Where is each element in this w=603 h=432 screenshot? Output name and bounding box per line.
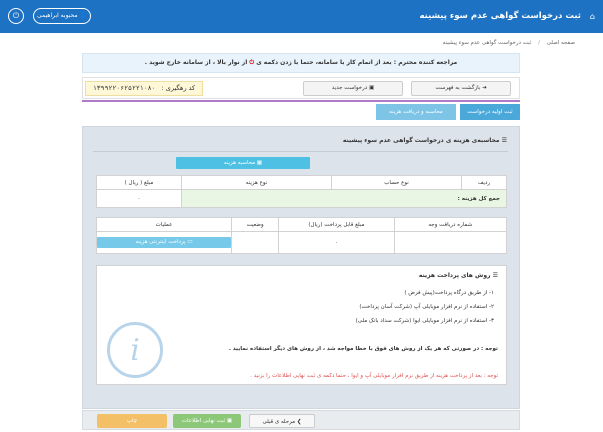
- amount-value: ۰: [279, 232, 394, 254]
- tracking-value: ۱۳۹۹۲۲۰۶۲۵۲۲۱۰۸۰: [92, 84, 156, 92]
- home-icon[interactable]: ⌂: [589, 12, 595, 21]
- final-submit-button[interactable]: [173, 414, 241, 428]
- power-icon: ⏻: [12, 11, 20, 20]
- chevron-right-icon: ❯: [296, 419, 302, 425]
- tab-fee-calculation[interactable]: محاسبه و دریافت هزینه: [376, 104, 456, 120]
- column-header: مبلغ ( ریال ): [97, 176, 182, 190]
- online-payment-button[interactable]: [97, 237, 231, 248]
- table-row: [97, 232, 507, 254]
- calculator-icon: ▦: [256, 160, 263, 166]
- list-item: ۲- استفاده از نرم افزار موبایلی آپ (شرکت آسان پرداخت): [359, 304, 494, 310]
- total-value: ۰: [97, 190, 182, 208]
- column-header: شماره دریافت وجه: [394, 218, 506, 232]
- power-icon: ⏻: [249, 59, 255, 66]
- list-item: ۳- استفاده از نرم افزار موبایلی ایوا (شرکت سداد بانک ملی): [355, 318, 494, 324]
- logout-button[interactable]: [8, 8, 24, 24]
- column-header: وضعیت: [232, 218, 279, 232]
- column-header: مبلغ قابل پرداخت (ریال): [279, 218, 394, 232]
- fee-panel: [82, 126, 520, 409]
- table-row: [97, 190, 507, 208]
- payment-table: [96, 217, 507, 254]
- user-button[interactable]: [33, 8, 91, 24]
- panel-title-text: محاسبه‌ی هزینه ی درخواست گواهی عدم سوء پیشینه: [342, 137, 500, 144]
- methods-title-text: روش های پرداخت هزینه: [418, 272, 491, 279]
- previous-step-button[interactable]: [249, 414, 315, 428]
- fee-table: [96, 175, 507, 208]
- logout-warning: [82, 53, 520, 73]
- user-icon: 👤: [79, 12, 87, 19]
- calc-label: محاسبه هزینه: [223, 160, 256, 166]
- column-header: نوع حساب: [332, 176, 462, 190]
- operations-cell: [97, 232, 232, 254]
- bottom-actions: [82, 410, 520, 430]
- calculate-fee-button[interactable]: [176, 157, 310, 169]
- new-label: درخواست جدید: [331, 85, 368, 91]
- breadcrumb: [443, 40, 575, 46]
- breadcrumb-separator: /: [538, 40, 540, 46]
- top-bar: [0, 0, 603, 33]
- pay-label: پرداخت اینترنتی هزینه: [135, 239, 186, 245]
- payment-methods: [96, 265, 507, 385]
- methods-note: توجه : در صورتی که هر یک از روش های فوق با خطا مواجه شد ، از روش های دیگر استفاده نمایید .: [228, 346, 498, 352]
- toolbar: [82, 77, 520, 99]
- back-to-list-button[interactable]: [411, 81, 511, 96]
- breadcrumb-home[interactable]: صفحه اصلی: [546, 40, 575, 46]
- warning-text-2: از نوار بالا ، از سامانه خارج شوید .: [144, 59, 248, 66]
- warning-text-1: مراجعه کننده محترم : بعد از اتمام کار با سامانه، حتما با زدن دکمه ی: [256, 59, 458, 66]
- receipt-number: [394, 232, 506, 254]
- info-icon: i: [107, 322, 163, 378]
- panel-title: [343, 137, 507, 144]
- user-name: محبوبه ابراهیمی: [37, 12, 78, 19]
- total-label: جمع کل هزینه :: [182, 190, 507, 208]
- divider: [82, 100, 520, 102]
- status-value: [232, 232, 279, 254]
- new-document-icon: ▣: [368, 85, 375, 91]
- tab-initial-request[interactable]: ثبت اولیه درخواست: [460, 104, 520, 120]
- page-title: ثبت درخواست گواهی عدم سوء پیشینه: [419, 11, 581, 21]
- card-icon: ▭: [187, 239, 193, 245]
- methods-warning: توجه : بعد از پرداخت هزینه از طریق نرم افزار موبایلی آپ و ایوا ، حتما دکمه ی ثبت نهایی اطلاعات را بزنید .: [250, 373, 498, 379]
- save-icon: ▣: [226, 418, 233, 424]
- list-icon: ☰: [501, 137, 507, 144]
- step-tabs: [82, 104, 520, 122]
- print-button[interactable]: چاپ: [97, 414, 167, 428]
- column-header: عملیات: [97, 218, 232, 232]
- list-icon: ☰: [492, 272, 498, 279]
- new-request-button[interactable]: [303, 81, 403, 96]
- list-item: ۱- از طریق درگاه پرداخت(پیش فرض ): [404, 290, 494, 296]
- column-header: نوع هزینه: [182, 176, 332, 190]
- breadcrumb-current: ثبت درخواست گواهی عدم سوء پیشینه: [442, 40, 532, 46]
- column-header: ردیف: [462, 176, 507, 190]
- final-label: ثبت نهایی اطلاعات: [181, 418, 226, 424]
- tracking-code: [85, 81, 203, 96]
- prev-label: مرحله ی قبلی: [262, 419, 296, 425]
- arrow-icon: ➜: [482, 85, 487, 91]
- back-label: بازگشت به فهرست: [435, 85, 481, 91]
- tracking-label: کد رهگیری :: [161, 84, 196, 92]
- divider: [93, 151, 508, 152]
- methods-title: [419, 272, 498, 279]
